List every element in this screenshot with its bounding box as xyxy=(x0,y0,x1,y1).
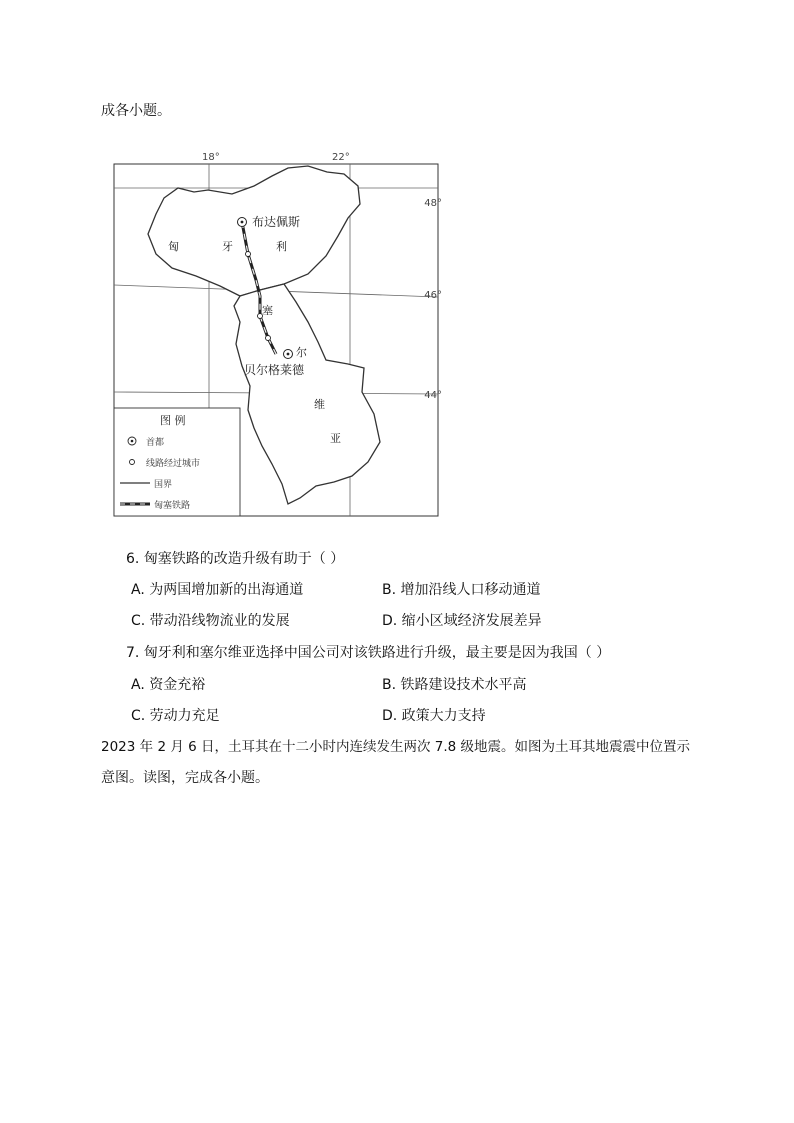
q7-option-a: A. 资金充裕 xyxy=(131,677,206,693)
lat-label-48: 48° xyxy=(424,198,442,209)
label-serbia-1: 塞 xyxy=(262,304,273,317)
label-belgrade: 贝尔格莱德 xyxy=(244,363,305,377)
legend-title: 图 例 xyxy=(160,414,186,427)
capital-dot-belgrade xyxy=(287,353,290,356)
lat-label-44: 44° xyxy=(424,390,442,401)
label-hungary-3: 利 xyxy=(276,240,287,253)
legend-city-icon xyxy=(130,460,135,465)
label-serbia-3: 维 xyxy=(314,398,325,411)
q7-stem: 7. 匈牙利和塞尔维亚选择中国公司对该铁路进行升级，最主要是因为我国（ ） xyxy=(126,645,611,661)
lon-label-22: 22° xyxy=(332,152,350,163)
legend-capital-dot xyxy=(131,440,134,443)
legend-city-label: 线路经过城市 xyxy=(146,459,201,469)
lon-label-18: 18° xyxy=(202,152,220,163)
q7-option-b: B. 铁路建设技术水平高 xyxy=(382,677,527,693)
next-intro-line1: 2023 年 2 月 6 日，土耳其在十二小时内连续发生两次 7.8 级地震。如图为土耳其地震震中位置示 xyxy=(101,739,691,755)
q6-option-b: B. 增加沿线人口移动通道 xyxy=(382,582,541,598)
city-icon xyxy=(246,252,251,257)
label-budapest: 布达佩斯 xyxy=(252,215,301,229)
capital-dot-budapest xyxy=(241,221,244,224)
label-hungary-2: 牙 xyxy=(222,240,233,253)
label-serbia-4: 亚 xyxy=(330,432,341,445)
q6-option-a: A. 为两国增加新的出海通道 xyxy=(131,582,304,598)
q6-option-c: C. 带动沿线物流业的发展 xyxy=(131,613,290,629)
label-serbia-2: 尔 xyxy=(296,346,307,359)
q6-stem: 6. 匈塞铁路的改造升级有助于（ ） xyxy=(126,551,345,567)
legend-border-label: 国界 xyxy=(154,480,173,490)
q6-option-d: D. 缩小区域经济发展差异 xyxy=(382,613,542,629)
serbia-border xyxy=(234,284,380,504)
intro-tail: 成各小题。 xyxy=(101,103,171,119)
next-intro-line2: 意图。读图，完成各小题。 xyxy=(101,770,269,786)
label-hungary-1: 匈 xyxy=(168,240,179,253)
map-figure xyxy=(112,146,442,521)
city-icon xyxy=(266,336,271,341)
q7-option-d: D. 政策大力支持 xyxy=(382,708,486,724)
q7-option-c: C. 劳动力充足 xyxy=(131,708,220,724)
legend-capital-label: 首都 xyxy=(146,438,165,448)
map-svg xyxy=(112,146,442,521)
legend-rail-label: 匈塞铁路 xyxy=(154,501,191,511)
lat-label-46: 46° xyxy=(424,290,442,301)
